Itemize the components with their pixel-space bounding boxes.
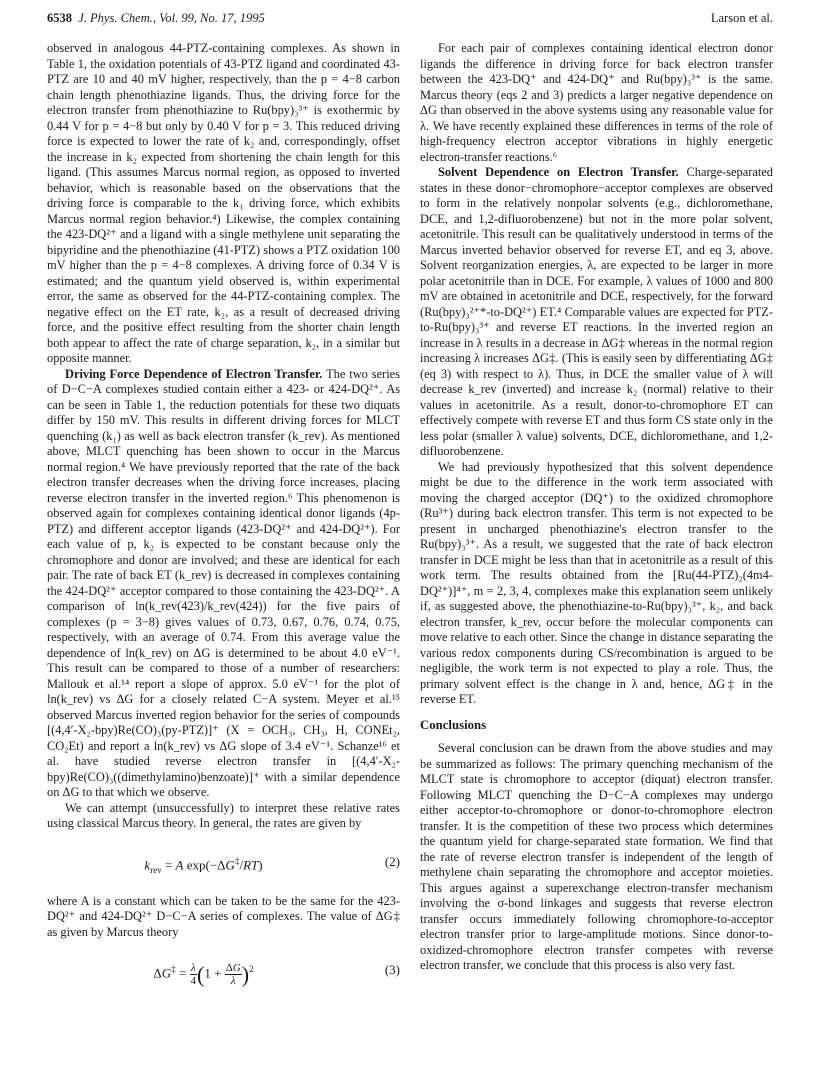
header-left bbox=[47, 11, 265, 26]
paragraph-driving-force-text: The two series of D−C−A complexes studied contain either a 423- or 424-DQ²⁺. As can be seen in Table 1, the reduction potentials for these two diquats differ by 150 mV. This results in different driving forces for MLCT quenching (k₁) as well as back electron transfer (k_rev). As mentioned above, MLCT quenching has been shown to occur in the Marcus normal region.⁴ We have previously reported that the rate of the back electron transfer decreases when the driving force increases, placing reverse electron transfer in the inverted region.⁶ This phenomenon is observed again for complexes containing identical donor ligands (4p-PTZ) and different acceptor ligands (423-DQ²⁺ and 424-DQ²⁺). For each value of p, k₂ is expected to be constant because only the chromophore and donor are involved; and these are identical for each pair. The rate of back ET (k_rev) is decreased in complexes containing the 424-DQ²⁺ acceptor compared to those containing the 423-DQ²⁺. A comparison of ln(k_rev(423)/k_rev(424)) for the five pairs of complexes (p = 3−8) gives values of 0.73, 0.67, 0.76, 0.74, 0.75, respectively, with an average of 0.74. From this average value the dependence of ln(k_rev) on ΔG is determined to be about 4.0 eV⁻¹. This result can be compared to those of a number of researchers: Mallouk et al.¹⁴ report a slope of approx. 5.0 eV⁻¹ for the plot of ln(k_rev) vs ΔG for a closely related C−A system. Meyer et al.¹⁵ observed Marcus inverted region behavior for the series of compounds [(4,4′-X₂-bpy)Re(CO)₃(py-PTZ)]⁺ (X = OCH₃, CH₃, H, CONEt₂, CO₂Et) and report a ln(k_rev) vs ΔG slope of 3.4 eV⁻¹. Schanze¹⁶ et al. have studied reverse electron transfer in [(4,4′-X₂-bpy)Re(CO)₃((dimethylamino)benzoate)]⁺ with a similar dependence on ΔG to that which we observe. bbox=[47, 366, 401, 799]
paragraph-hypothesis: We had previously hypothesized that this solvent dependence might be due to the difference in the work term associated with moving the charged acceptor (DQ⁺) to the oxidized chromophore (Ru³⁺) during back electron transfer. This term is not expected to be present in uncharged phenothiazine's electron transfer to the Ru(bpy)₃³⁺. As a result, we suggested that the rate of back electron transfer in DCE might be less than that in acetonitrile as a result of this work term. The results obtained from the [Ru(44-PTZ)₂(4m4-DQ²⁺)]⁴⁺, m = 2, 3, 4, complexes make this explanation seem unlikely if, as suggested above, the phenothiazine-to-Ru(bpy)₃³⁺, k₂, and back electron transfer, k_rev, occur before the molecular components can move relative to each other. Since the change in distance separating the various redox components during CS/recombination is argued to be negligible, the work term is not expected to play a role. Thus, the primary solvent effect is the change in λ and, hence, ΔG‡ in the reverse ET. bbox=[420, 459, 773, 706]
runin-heading-solvent: Solvent Dependence on Electron Transfer. bbox=[438, 165, 679, 179]
equation-2 bbox=[47, 842, 400, 886]
page-number: 6538 bbox=[47, 11, 72, 25]
paragraph-driving-force bbox=[47, 367, 400, 801]
runin-heading-driving-force: Driving Force Dependence of Electron Transfer. bbox=[65, 366, 323, 381]
equation-3 bbox=[47, 950, 400, 1002]
paragraph-where: where A is a constant which can be taken to be the same for the 423-DQ²⁺ and 424-DQ²⁺ D−C−A series of complexes. The value of ΔG‡ as given by Marcus theory bbox=[47, 893, 400, 939]
paragraph-marcus-intro: We can attempt (unsuccessfully) to interpret these relative rates using classical Marcus theory. In general, the rates are given by bbox=[47, 800, 400, 830]
equation-2-body: $k_{rev} = A$ exp(−ΔG‡/RT) bbox=[144, 855, 263, 875]
paragraph-solvent-text: Charge-separated states in these donor−chromophore−acceptor complexes are observed to form in the relatively nonpolar solvents (e.g., dichloromethane, DCE, and 1,2-difluorobenzene) but not in the more polar solvent, acetonitrile. This result can be qualitatively understood in terms of the Marcus inverted behavior observed for reverse ET, and eq 3, above. Solvent reorganization energies, λ, are expected to be larger in more polar acetonitrile than in DCE. For example, λ values of 1000 and 800 mV are obtained in acetonitrile and DCE, respectively, for the forward (Ru(bpy)₃²⁺*-to-DQ²⁺) ET.⁴ Comparable values are expected for PTZ-to-Ru(bpy)₃³⁺ and reverse ET reactions. In the inverted region an increase in λ results in a decrease in ΔG‡ whereas in the normal region increasing λ increases ΔG‡. (This is easily seen by differentiating ΔG‡ (eq 3) with respect to λ). Thus, in DCE the smaller value of λ will decrease k_rev (inverted) and increase k₂ (normal) relative to their values in acetonitrile. As a result, donor-to-chromophore ET can effectively compete with reverse ET and thus form CS state only in the less polar (smaller λ value) solvents, DCE, dichloromethane, and 1,2-difluorobenzene. bbox=[420, 165, 773, 458]
paragraph-difference: For each pair of complexes containing identical electron donor ligands the difference in driving force for back electron transfer between the 423-DQ⁺ and 424-DQ⁺ and Ru(bpy)₃³⁺ is the same. Marcus theory (eqs 2 and 3) predicts a larger negative dependence on ΔG than observed in the above systems using any reasonable value for λ. We have recently explained these differences in terms of the role of high-frequency electron acceptor vibrations in highly energetic electron-transfer reactions.⁶ bbox=[420, 41, 773, 164]
journal-citation: J. Phys. Chem., Vol. 99, No. 17, 1995 bbox=[78, 11, 265, 25]
equation-2-number: (2) bbox=[384, 853, 400, 869]
paragraph-continuation: observed in analogous 44-PTZ-containing complexes. As shown in Table 1, the oxidation potentials of 43-PTZ ligand and coordinated 43-PTZ are 10 and 40 mV higher, respectively, than the p = 4−8 carbon chain length phenothiazine ligands. Thus, the driving force for the electron transfer from phenothiazine to Ru(bpy)₃³⁺ is exothermic by 0.44 V for p = 4−8 but only by 0.40 V for p = 3. This reduced driving force is expected to lower the rate of k₂ and, correspondingly, offset the increase in k₂ expected from shortening the chain length for this ligand. (This assumes Marcus normal region, as opposed to inverted behavior, which is reasonable based on the observations that the driving force is comparable to the k₁ driving force, which exhibits Marcus normal region behavior.⁴) Likewise, the complex containing the 423-DQ²⁺ and a ligand with a single methylene unit separating the bipyridine and the phenothiazine (41-PTZ) shows a PTZ oxidation 100 mV higher than the p = 4−8 complexes. A driving force of 0.34 V is estimated; and the quantum yield observed is, within experimental error, the same as observed for the 44-PTZ-containing complex. The negative effect on the ET rate, k₂, as a result of decreased driving force, and the positive effect resulting from the shorter chain length both appear to affect the rate of charge separation, k₂, in a similar but opposite manner. bbox=[47, 41, 400, 365]
paragraph-solvent bbox=[420, 165, 773, 460]
equation-3-body: ΔG‡ = $\frac{\lambda}{4}$ (1 + $\frac{\Delta G}{\lambda}$ )$^2$ bbox=[153, 961, 254, 987]
left-column bbox=[47, 41, 400, 1010]
conclusions-heading: Conclusions bbox=[420, 717, 487, 732]
running-header bbox=[47, 11, 773, 31]
paragraph-conclusions: Several conclusion can be drawn from the above studies and may be summarized as follows: The primary quenching mechanism of the MLCT state is chromophore to acceptor (diquat) electron transfer. Following MLCT quenching the D−C−A complexes may undergo either acceptor-to-chromophore or donor-to-chromophore electron transfer. It is the competition of these two process which determines the quantum yield for charge-separated state formation. We find that the rate of reverse electron transfer is independent of the length of methylene chain separating the chromophore and acceptor moieties. This argues against a superexchange electron-transfer mechanism involving the σ-bond linkages and suggests that reverse electron transfer occurs immediately following chromophore-to-acceptor electron transfer prior to large-amplitude motions. Since donor-to-oxidized-chromophore electron transfer competes with reverse electron transfer, we conclude that this process is also very fast. bbox=[420, 741, 773, 972]
header-authors: Larson et al. bbox=[710, 11, 773, 25]
right-column bbox=[420, 41, 773, 974]
equation-3-number: (3) bbox=[384, 962, 400, 977]
